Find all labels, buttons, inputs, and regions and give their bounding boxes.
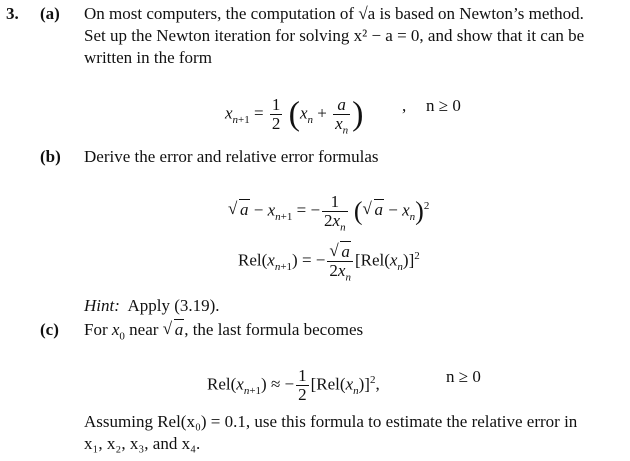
newton-iteration-formula: $x_{n+1}$ = $\frac{1}{2}$ ($x_n$ + $\frac{a}{x_n}$ )	[225, 95, 364, 137]
hint-label: Hint:	[84, 296, 120, 315]
hint	[84, 296, 220, 316]
part-a-label: (a)	[40, 4, 60, 23]
part-c-suffix: , the last formula becomes	[184, 320, 364, 339]
part-c-line-after2: x₁, x₂, x₃, and x₄.	[84, 434, 201, 453]
formula-comma: ,	[402, 96, 407, 115]
part-b-label: (b)	[40, 147, 61, 166]
part-c-line-after1: Assuming Rel(x₀) = 0.1, use this formula to estimate the relative error in	[84, 412, 578, 431]
problem-number: 3.	[6, 4, 19, 23]
relative-error-formula: $Rel(x_{n+1})$ = − √ $\frac{a}{2x_n}$ $[Rel(x_n)]^2$	[238, 243, 420, 280]
part-c-condition: n ≥ 0	[446, 367, 481, 386]
approx-formula: $Rel(x_{n+1})$ ≈ − $\frac{1}{2}$ $[Rel(x_n)]^2$,	[207, 366, 380, 404]
part-c-label: (c)	[40, 320, 59, 339]
part-a-line1: On most computers, the computation of √a is based on Newton’s method.	[84, 4, 584, 23]
part-c-mid: near	[129, 320, 159, 339]
error-formula: √ $a - x_{n+1}$ = − $\frac{1}{2x_n}$ (√ $a - x_n)^2$	[228, 193, 429, 230]
part-a-line3: written in the form	[84, 48, 212, 67]
part-a-condition: n ≥ 0	[426, 96, 461, 115]
part-c-prefix: For	[84, 320, 108, 339]
part-a-line2: Set up the Newton iteration for solving x² − a = 0, and show that it can be	[84, 26, 585, 45]
part-c-text: For $x_0$ near √ a, the last formula becomes	[84, 320, 363, 340]
hint-text: Apply (3.19).	[127, 296, 220, 315]
part-b-text: Derive the error and relative error formulas	[84, 147, 379, 166]
